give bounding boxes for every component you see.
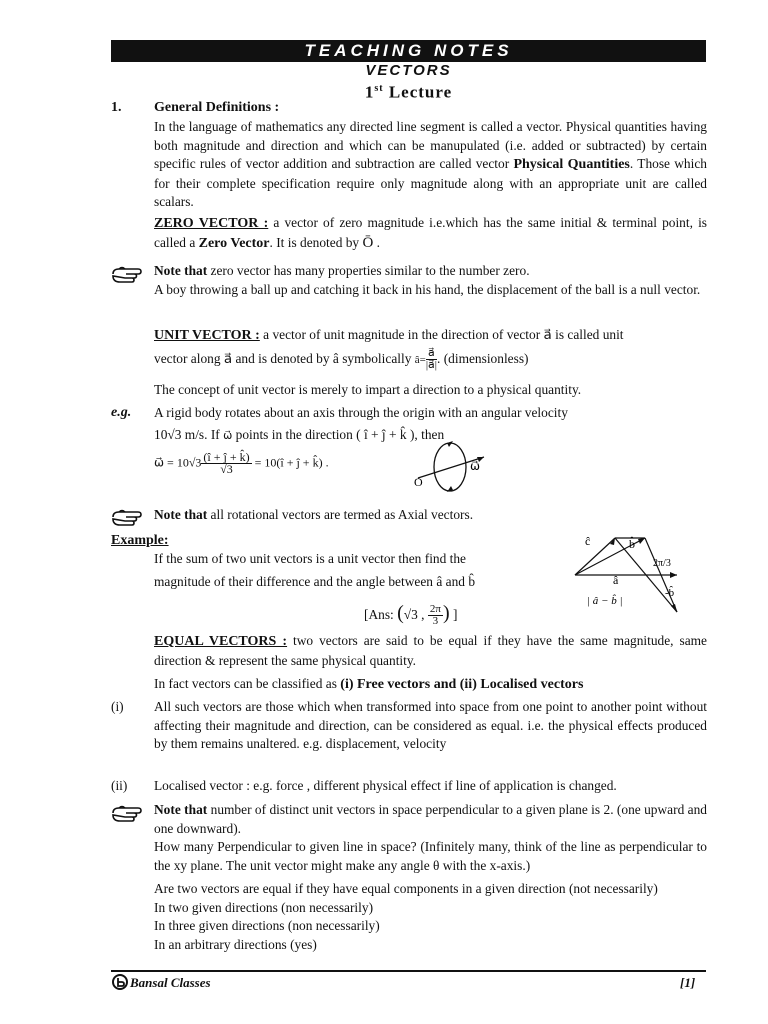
eg-label: e.g. (111, 405, 132, 420)
equal-components-question: Are two vectors are equal if they have equal components in a given direction (not necessarily) In two given directions (non necessarily) In three given directions (non necessarily) In an arbitrary directions (yes) (154, 881, 658, 952)
note-perpendicular-vectors: Note that number of distinct unit vectors in space perpendicular to a given plane is 2. (one upward and one downward). How many Perpendicular to given line in space? (Infinitely many, think of the line as perpendicular to the xy plane. The unit vector might make any angle θ with the x-axis.) (154, 802, 707, 873)
section-number: 1. (111, 100, 122, 115)
pointing-hand-icon (110, 803, 150, 823)
item-i-free-vectors: All such vectors are those which when transformed into space from one point to another point without affecting their magnitude and direction, can be considered as equal. i.e. the physical effects produced by them remains unaltered. e.g. displacement, velocity (154, 699, 707, 751)
topic-title: VECTORS (365, 62, 452, 79)
item-ii-localised-vectors: Localised vector : e.g. force , different physical effect if line of application is changed. (154, 778, 617, 793)
svg-text:-b̂: -b̂ (665, 587, 675, 599)
zero-vector-definition: ZERO VECTOR : a vector of zero magnitude i.e.which has the same initial & terminal point, is called a Zero Vector. It is denoted by Ō . (154, 215, 707, 251)
equal-vectors-definition: EQUAL VECTORS : two vectors are said to be equal if they have the same magnitude, same direction & represent the same physical quantity. (154, 633, 707, 668)
svg-text:ω⃗: ω⃗ (470, 459, 481, 473)
svg-text:ĉ: ĉ (585, 534, 591, 548)
example-answer: [Ans: (√3 , $\frac{2\pi}{3}$ ) ] (364, 602, 458, 628)
svg-text:2π/3: 2π/3 (653, 558, 671, 569)
footer-rule (111, 970, 706, 972)
general-definition-paragraph: In the language of mathematics any directed line segment is called a vector. Physical quantities having both magnitude and direction and which can be manupulated (i.e. added or subtracted) by certain specific rules of vector addition and subtraction are called vector Physical Quantities. Those which for their complete specification require only magnitude along with an appropriate unit are called scalars. (154, 119, 707, 209)
eg-angular-velocity-text: 10√3 m/s. If ω⃗ points in the direction ( î + ĵ + k̂ ), then (154, 427, 445, 442)
unit-vector-fraction: $\frac{a⃗}{|a⃗|}$ (425, 347, 437, 372)
unit-vector-definition: UNIT VECTOR : a vector of unit magnitude in the direction of vector a⃗ is called unit (154, 327, 624, 343)
bansal-logo-icon (112, 974, 128, 990)
example-question-line1: If the sum of two unit vectors is a unit vector then find the (154, 551, 467, 566)
eg-rigid-body-text: A rigid body rotates about an axis through the origin with an angular velocity (154, 405, 568, 420)
note-axial-vectors: Note that all rotational vectors are termed as Axial vectors. (154, 507, 474, 522)
example-label: Example: (111, 533, 169, 548)
footer-publisher: Bansal Classes (130, 975, 211, 990)
page-number: [1] (680, 975, 696, 990)
pointing-hand-icon (110, 264, 150, 284)
unit-vector-triangle-figure (565, 530, 710, 615)
unit-vector-notation: vector along a⃗ and is denoted by â symbolically â= $\frac{a⃗}{|a⃗|}$ . (dimensionless) (154, 347, 529, 372)
omega-formula: ω⃗ = 10√3 $\frac{(î + ĵ + k̂)}{√3}$ = 10(î + ĵ + k̂) . (154, 450, 329, 476)
item-i-label: (i) (111, 699, 124, 714)
svg-text:â: â (613, 573, 619, 587)
unit-vector-concept: The concept of unit vector is merely to impart a direction to a physical quantity. (154, 382, 582, 397)
banner-title: TEACHING NOTES (111, 40, 706, 62)
svg-text:b̂: b̂ (629, 537, 635, 551)
note-zero-vector: Note that zero vector has many properties similar to the number zero. A boy throwing a ball up and catching it back in his hand, the displacement of the ball is a null vector. (154, 263, 701, 297)
lecture-title: 1st Lecture (364, 82, 453, 102)
pointing-hand-icon (110, 507, 150, 527)
item-ii-label: (ii) (111, 778, 128, 793)
section-title: General Definitions : (154, 100, 280, 115)
svg-text:O: O (414, 475, 423, 489)
vector-classification: In fact vectors can be classified as (i) Free vectors and (ii) Localised vectors (154, 676, 584, 692)
rotation-axis-figure (400, 440, 500, 495)
svg-text:| â − b̂ |: | â − b̂ | (587, 595, 623, 607)
example-question-line2: magnitude of their difference and the angle between â and b̂ (154, 574, 476, 589)
